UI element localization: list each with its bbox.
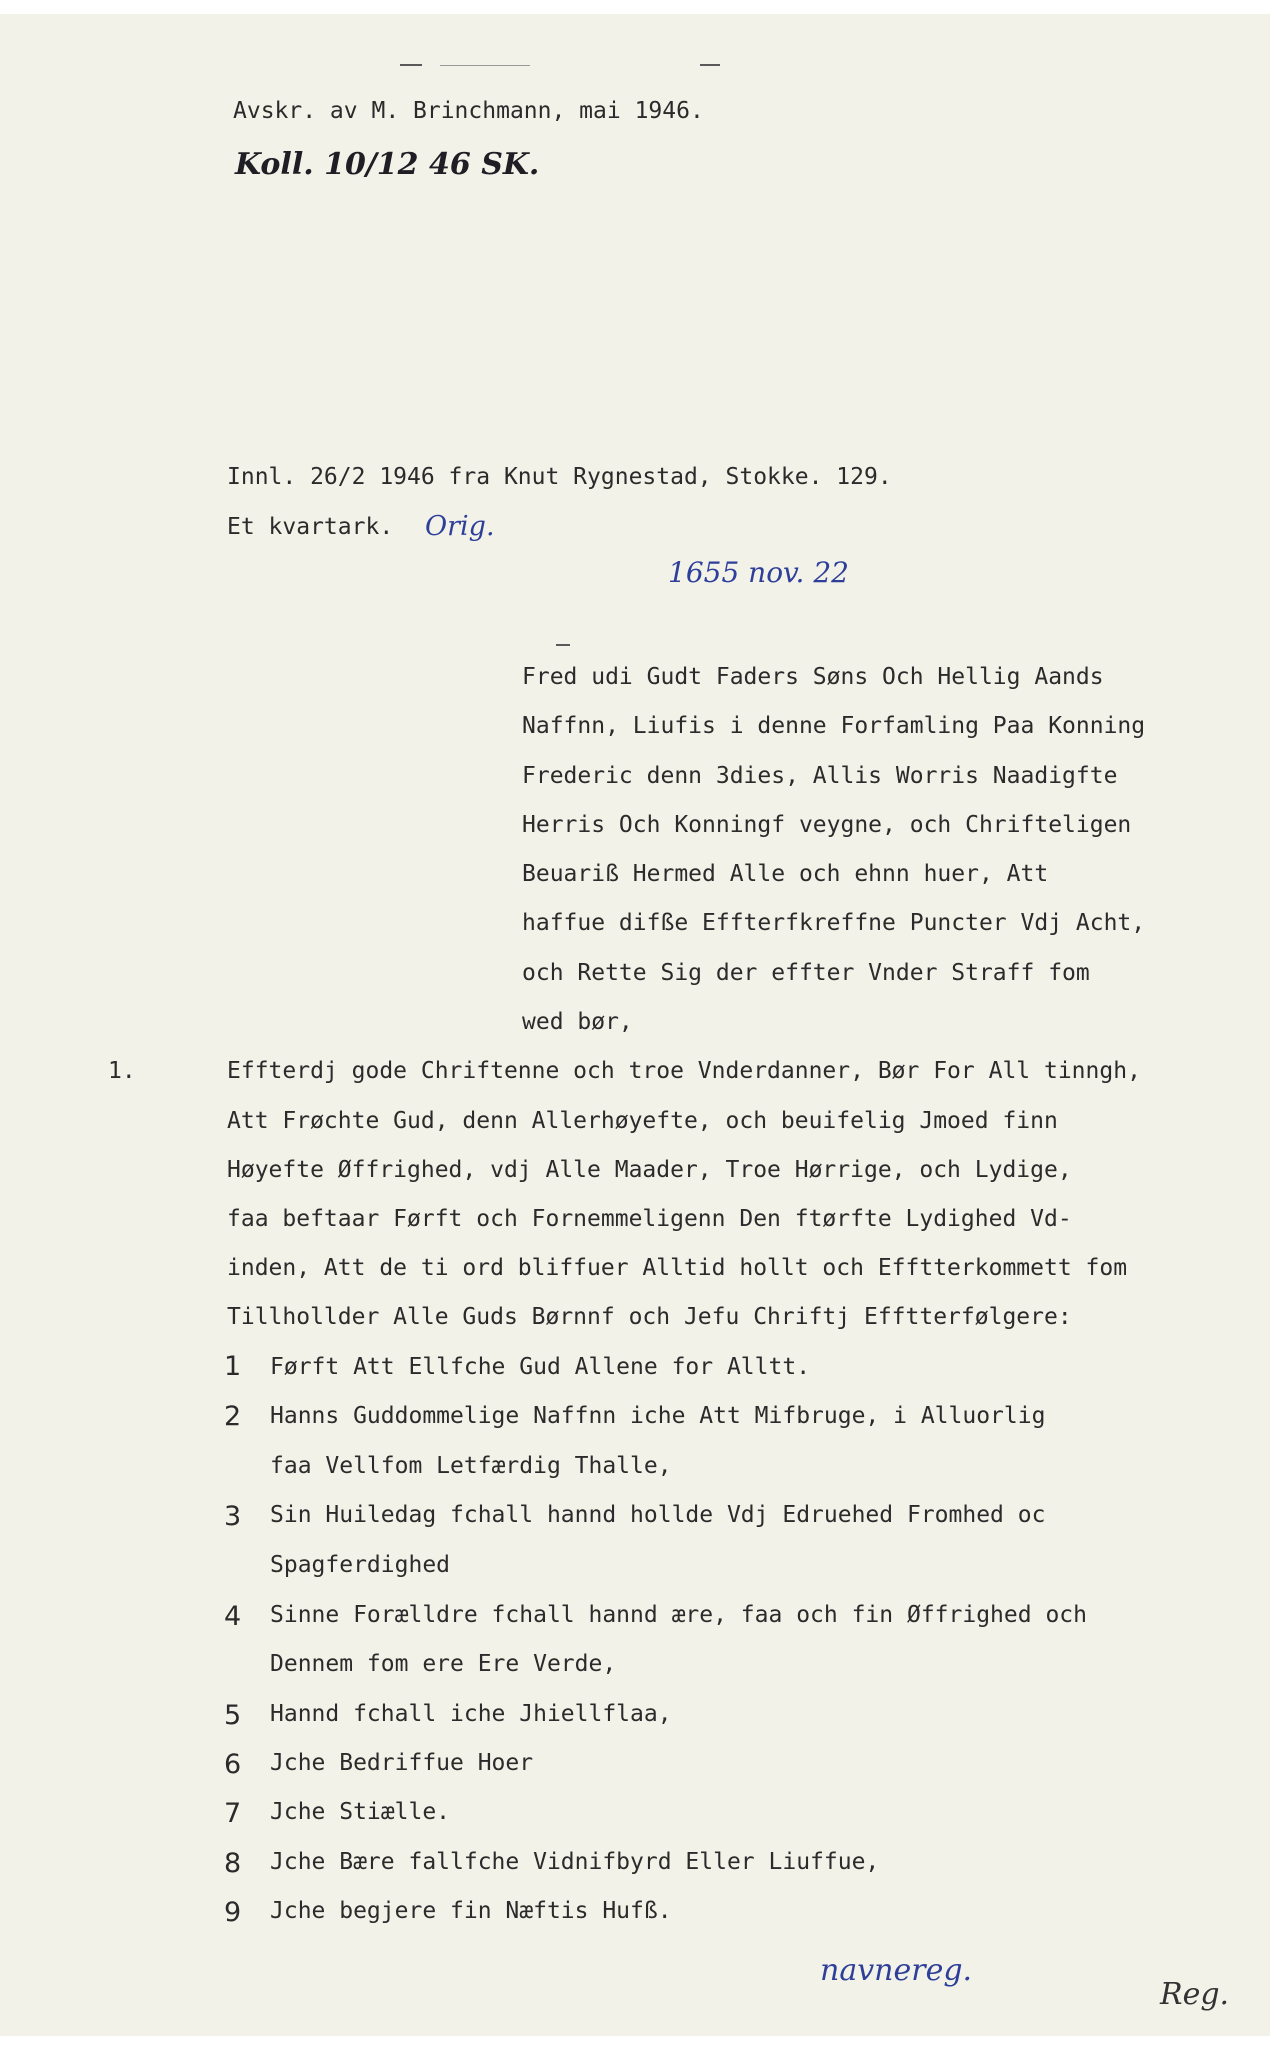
document-page: [0, 14, 1270, 2036]
commandment-line: Hanns Guddommelige Naffnn iche Att Mifbruge, i Alluorlig: [270, 1403, 1046, 1429]
commandment-number: 4: [224, 1601, 242, 1632]
commandment-line: Sinne Forælldre fchall hannd ære, faa och fin Øffrighed och: [270, 1602, 1087, 1628]
top-scratch-mark: [440, 65, 530, 66]
commandment-line: Jche Bære fallfche Vidnifbyrd Eller Liuffue,: [270, 1849, 880, 1875]
commandment-line: Jche begjere fin Næftis Hufß.: [270, 1898, 672, 1924]
paragraph-line: Høyefte Øffrighed, vdj Alle Maader, Troe Hørrige, och Lydige,: [227, 1157, 1072, 1183]
commandment-line: faa Vellfom Letfærdig Thalle,: [270, 1453, 672, 1479]
preamble-line: Herris Och Konningf veygne, och Chrifteligen: [522, 812, 1132, 838]
register-note: navnereg.: [820, 1953, 973, 1988]
paragraph-line: Tillhollder Alle Guds Børnnf och Jefu Chriftj Efftterfølgere:: [227, 1304, 1072, 1330]
preamble-line: Naffnn, Liufis i denne Forfamling Paa Konning: [522, 713, 1146, 739]
preamble-line: Beuariß Hermed Alle och ehnn huer, Att: [522, 861, 1049, 887]
preamble-line: Fred udi Gudt Faders Søns Och Hellig Aands: [522, 664, 1104, 690]
paragraph-line: inden, Att de ti ord bliffuer Alltid hollt och Efftterkommett fom: [227, 1255, 1128, 1281]
top-scratch-mark: [400, 64, 422, 66]
commandment-number: 7: [224, 1798, 242, 1829]
short-dash: [556, 644, 570, 646]
commandment-number: 1: [224, 1351, 242, 1382]
commandment-number: 3: [224, 1501, 242, 1532]
preamble-line: haffue difße Effterfkreffne Puncter Vdj Acht,: [522, 910, 1146, 936]
section-number: 1.: [108, 1058, 136, 1084]
commandment-line: Jche Bedriffue Hoer: [270, 1750, 534, 1776]
format-line: Et kvartark.: [227, 514, 394, 540]
reg-mark: Reg.: [1160, 1977, 1230, 2012]
commandment-line: Spagferdighed: [270, 1552, 451, 1578]
transcription-note: Avskr. av M. Brinchmann, mai 1946.: [233, 98, 704, 124]
original-mark: Orig.: [425, 511, 495, 542]
preamble-line: wed bør,: [522, 1009, 633, 1035]
commandment-line: Dennem fom ere Ere Verde,: [270, 1651, 617, 1677]
top-scratch-mark: [700, 64, 720, 66]
paragraph-line: faa beftaar Førft och Fornemmeligenn Den ftørfte Lydighed Vd-: [227, 1206, 1072, 1232]
paragraph-line: Att Frøchte Gud, denn Allerhøyefte, och beuifelig Jmoed finn: [227, 1108, 1058, 1134]
received-line: Innl. 26/2 1946 fra Knut Rygnestad, Stokke. 129.: [227, 464, 892, 490]
commandment-number: 8: [224, 1848, 242, 1879]
commandment-number: 6: [224, 1749, 242, 1780]
preamble-line: och Rette Sig der effter Vnder Straff fom: [522, 960, 1090, 986]
commandment-line: Jche Stiælle.: [270, 1799, 451, 1825]
commandment-number: 5: [224, 1700, 242, 1731]
commandment-number: 9: [224, 1897, 242, 1928]
commandment-line: Førft Att Ellfche Gud Allene for Alltt.: [270, 1354, 811, 1380]
date-note: 1655 nov. 22: [668, 556, 849, 589]
paragraph-line: Effterdj gode Chriftenne och troe Vnderdanner, Bør For All tinngh,: [227, 1058, 1141, 1084]
preamble-line: Frederic denn 3dies, Allis Worris Naadigfte: [522, 763, 1118, 789]
commandment-number: 2: [224, 1401, 242, 1432]
commandment-line: Sin Huiledag fchall hannd hollde Vdj Edruehed Fromhed oc: [270, 1502, 1046, 1528]
collation-note: Koll. 10/12 46 SK.: [235, 147, 540, 182]
commandment-line: Hannd fchall iche Jhiellflaa,: [270, 1701, 672, 1727]
